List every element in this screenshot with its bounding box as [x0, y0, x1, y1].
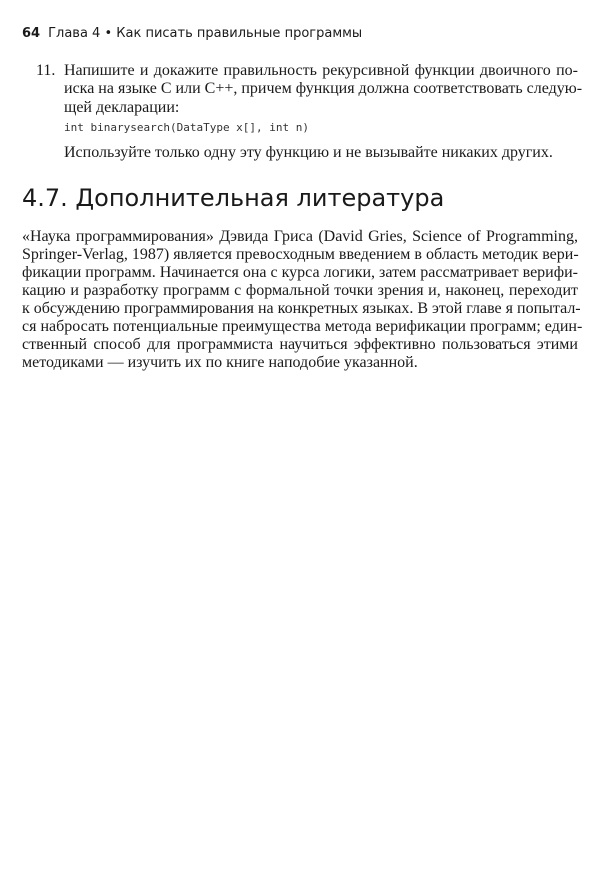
- running-header: [22, 26, 362, 41]
- paragraph-line: ся набросать потенциальные преимущества метода верификации программ; един-: [22, 318, 583, 335]
- page-number: 64: [22, 26, 41, 41]
- paragraph-line: фикации программ. Начинается она с курса логики, затем рассматривает верифи-: [22, 264, 578, 281]
- exercise-note: Используйте только одну эту функцию и не вызывайте никаких других.: [64, 144, 553, 161]
- running-title: Глава 4 • Как писать правильные программы: [48, 26, 363, 41]
- exercise-line: щей декларации:: [64, 99, 180, 116]
- paragraph-line: Springer-Verlag, 1987) является превосходным введением в область методик вери-: [22, 246, 579, 263]
- exercise-line: Напишите и докажите правильность рекурсивной функции двоичного по-: [64, 62, 578, 79]
- exercise-line: иска на языке C или C++, причем функция должна соответствовать следую-: [64, 80, 583, 97]
- paragraph-line: кацию и разработку программ с формальной точки зрения и, наконец, переходит: [22, 282, 578, 299]
- paragraph-line: методиками — изучить их по книге наподобие указанной.: [22, 354, 418, 371]
- exercise-number: 11.: [36, 62, 56, 79]
- paragraph-line: к обсуждению программирования на конкретных языках. В этой главе я попытал-: [22, 300, 581, 317]
- code-declaration: int binarysearch(DataType x[], int n): [64, 121, 310, 134]
- paragraph-line: «Наука программирования» Дэвида Гриса (David Gries, Science of Programming,: [22, 228, 578, 245]
- paragraph-line: ственный способ для программиста научиться эффективно пользоваться этими: [22, 336, 578, 353]
- section-heading: 4.7. Дополнительная литература: [22, 184, 445, 212]
